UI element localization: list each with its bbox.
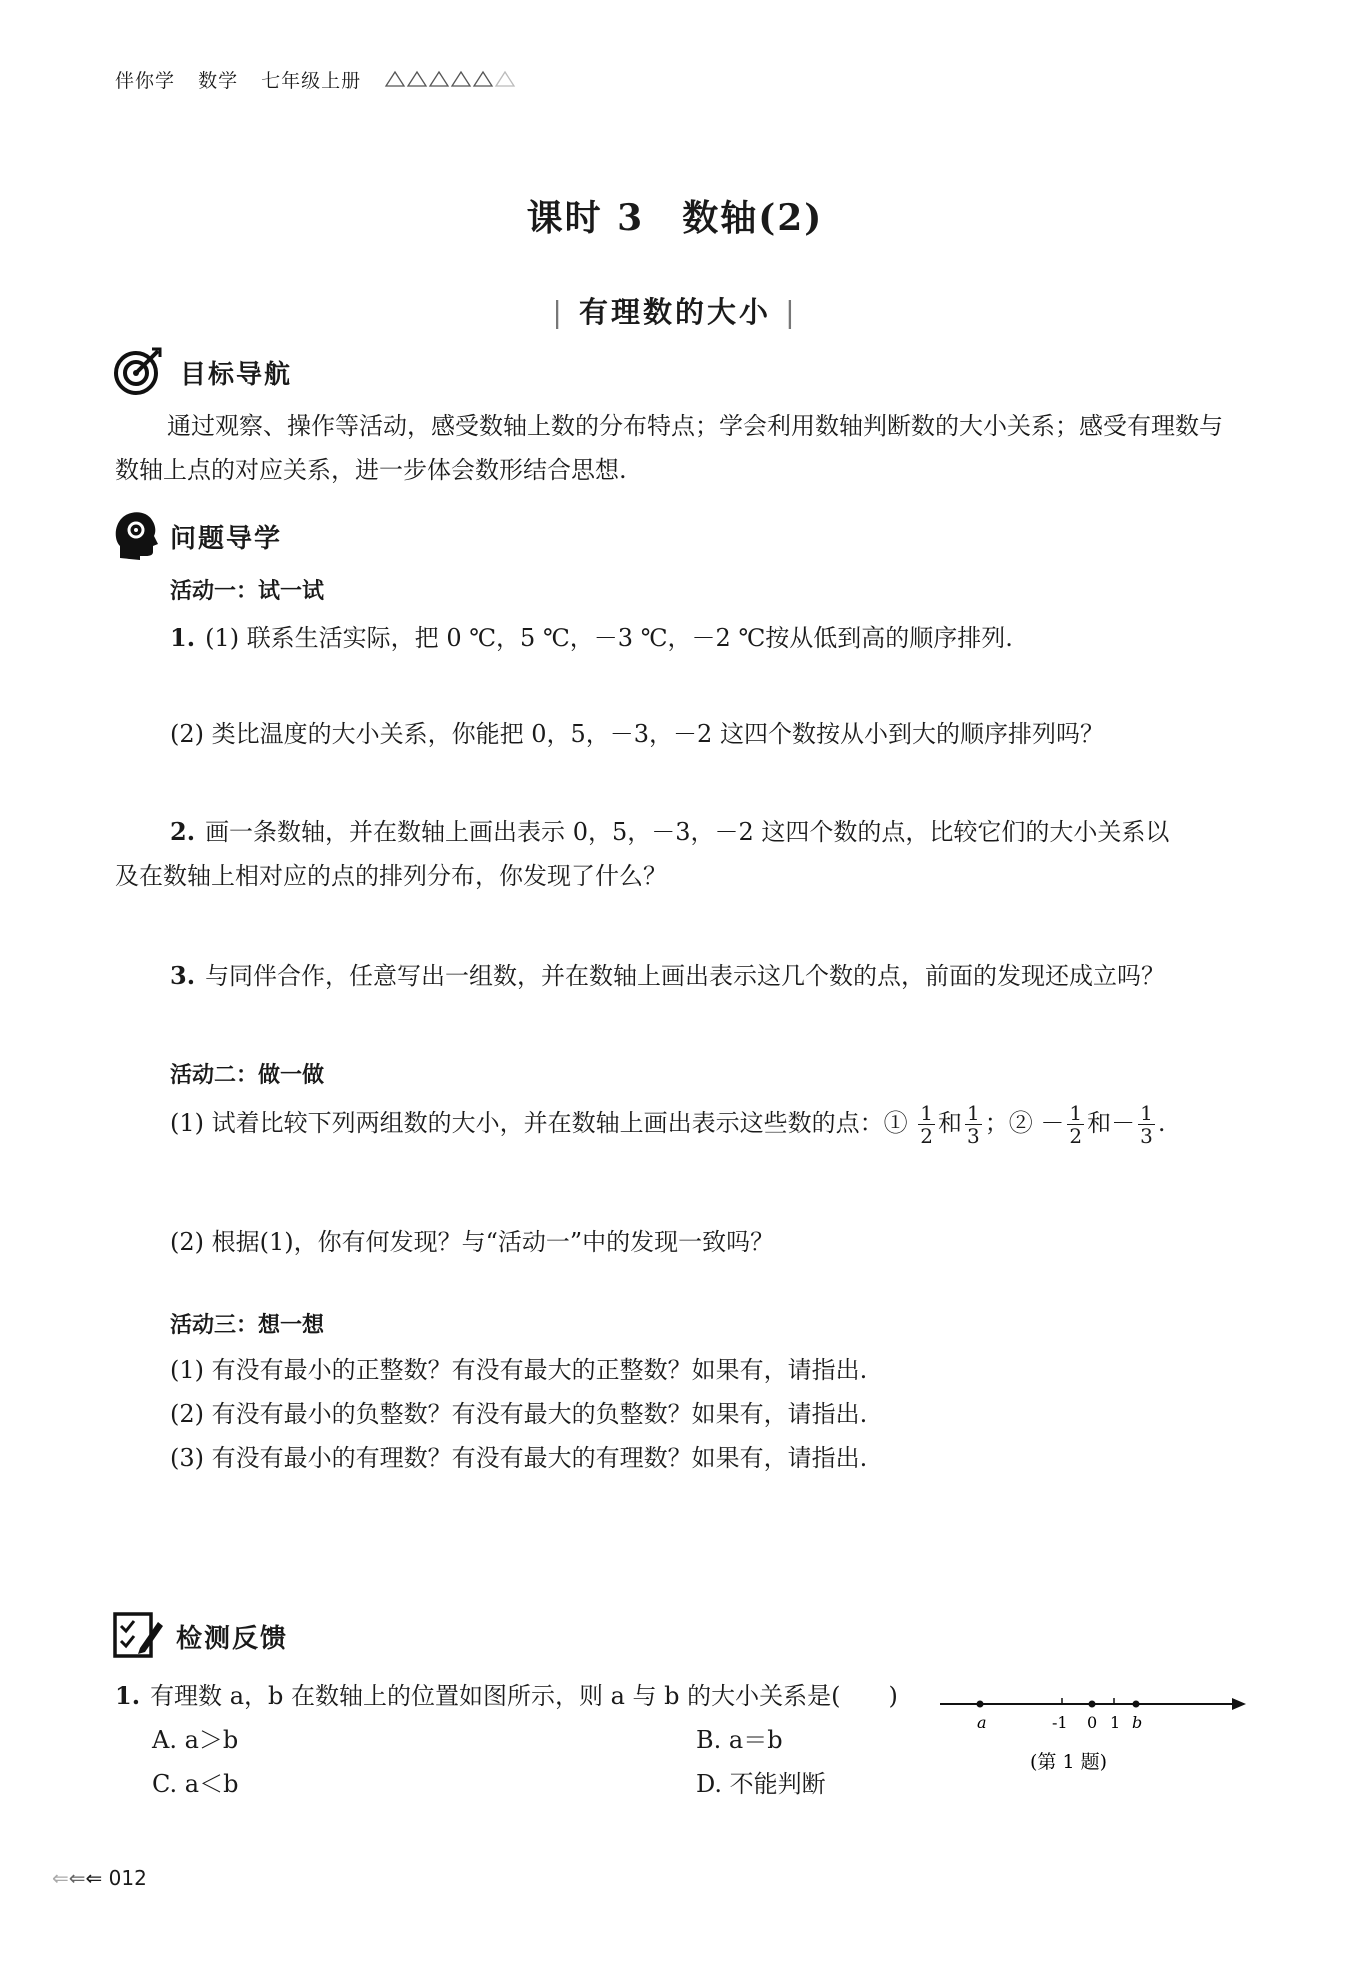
arrow-icon-dark: ⇐ (85, 1866, 103, 1890)
frac-numerator: 1 (1069, 1101, 1083, 1125)
label-neg1: -1 (1052, 1713, 1068, 1732)
book-name: 伴你学 (115, 70, 176, 92)
option-d: D. 不能判断 (696, 1770, 826, 1798)
fraction-neg-one-half (1067, 1102, 1084, 1147)
point-zero (1089, 1701, 1096, 1708)
frac-numerator: 1 (920, 1101, 933, 1125)
label-a: a (977, 1713, 987, 1732)
thinking-head-icon (112, 508, 158, 562)
section-subtitle: | 有理数的大小 | (552, 295, 798, 329)
fraction-one-half (918, 1102, 935, 1147)
separator: ；② － (984, 1109, 1065, 1137)
axis-arrow-icon (1232, 1698, 1246, 1710)
period: . (1157, 1109, 1166, 1137)
option-c: C. a＜b (152, 1770, 239, 1798)
activity3-heading: 活动三：想一想 (170, 1313, 325, 1338)
figure-caption: (第 1 题) (1030, 1751, 1107, 1773)
activity2-p1 (170, 1102, 1165, 1147)
label-b: b (1132, 1713, 1143, 1732)
frac-denominator: 2 (920, 1124, 933, 1148)
frac-denominator: 2 (1069, 1124, 1083, 1148)
activity3-p1: (1) 有没有最小的正整数？有没有最大的正整数？如果有，请指出. (170, 1356, 868, 1384)
q2-line1-text: 画一条数轴，并在数轴上画出表示 0，5，－3，－2 这四个数的点，比较它们的大小关系以 (205, 818, 1170, 846)
q1-part1 (170, 618, 1013, 653)
q2-line1 (170, 812, 1169, 847)
q3 (170, 956, 1165, 991)
frac-numerator: 1 (967, 1101, 980, 1125)
q1-part1-text: (1) 联系生活实际，把 0 ℃，5 ℃，－3 ℃，－2 ℃按从低到高的顺序排列. (205, 624, 1013, 652)
frac-denominator: 3 (967, 1124, 980, 1148)
activity1-heading: 活动一：试一试 (170, 579, 325, 604)
q1-part2: (2) 类比温度的大小关系，你能把 0，5，－3，－2 这四个数按从小到大的顺序排列吗？ (170, 720, 1104, 748)
page-number: 012 (108, 1866, 147, 1890)
q2-number: 2. (170, 817, 196, 846)
lesson-title: 课时 3 数轴(2) (526, 197, 824, 239)
number-line-figure (930, 1684, 1260, 1784)
option-a: A. a＞b (152, 1726, 239, 1754)
goal-heading: 目标导航 (180, 360, 293, 390)
running-header (115, 66, 524, 93)
fraction-neg-one-third (1138, 1102, 1155, 1147)
frac-numerator: 1 (1140, 1101, 1153, 1125)
q2-line2: 及在数轴上相对应的点的排列分布，你发现了什么？ (115, 862, 667, 890)
target-icon (112, 345, 164, 397)
activity2-p2: (2) 根据(1)，你有何发现？与“活动一”中的发现一致吗？ (170, 1228, 775, 1256)
triangle-decoration-icon (384, 69, 524, 89)
q1-number: 1. (170, 623, 196, 652)
grade-name: 七年级上册 (261, 70, 362, 92)
page-number-block (52, 1866, 147, 1890)
fraction-one-third (965, 1102, 982, 1147)
activity3-p2: (2) 有没有最小的负整数？有没有最大的负整数？如果有，请指出. (170, 1400, 868, 1428)
check-q1-number: 1. (115, 1681, 141, 1710)
subject-name: 数学 (198, 70, 239, 92)
and-word: 和－ (1087, 1109, 1136, 1137)
frac-denominator: 3 (1140, 1124, 1153, 1148)
point-a (977, 1701, 984, 1708)
subtitle-text: 有理数的大小 (578, 295, 771, 329)
checklist-pencil-icon (112, 1608, 164, 1660)
guide-heading: 问题导学 (170, 524, 283, 554)
label-one: 1 (1110, 1713, 1121, 1732)
check-q1-text: 有理数 a，b 在数轴上的位置如图所示，则 a 与 b 的大小关系是( ) (150, 1682, 898, 1710)
activity3-p3: (3) 有没有最小的有理数？有没有最大的有理数？如果有，请指出. (170, 1444, 868, 1472)
and-word: 和 (938, 1109, 962, 1137)
arrow-icon-mid: ⇐ (68, 1866, 86, 1890)
q3-text: 与同伴合作，任意写出一组数，并在数轴上画出表示这几个数的点，前面的发现还成立吗？ (205, 962, 1166, 990)
activity2-p1-text: (1) 试着比较下列两组数的大小，并在数轴上画出表示这些数的点：① (170, 1109, 908, 1137)
label-zero: 0 (1087, 1713, 1098, 1732)
option-b: B. a＝b (696, 1726, 783, 1754)
check-heading: 检测反馈 (176, 1624, 289, 1654)
goal-text: 通过观察、操作等活动，感受数轴上数的分布特点；学会利用数轴判断数的大小关系；感受有理数与数轴上点的对应关系，进一步体会数形结合思想. (115, 412, 1223, 484)
activity2-heading: 活动二：做一做 (170, 1063, 325, 1088)
arrow-icon-light: ⇐ (52, 1866, 69, 1890)
q3-number: 3. (170, 961, 196, 990)
point-b (1133, 1701, 1140, 1708)
check-q1 (115, 1676, 898, 1711)
